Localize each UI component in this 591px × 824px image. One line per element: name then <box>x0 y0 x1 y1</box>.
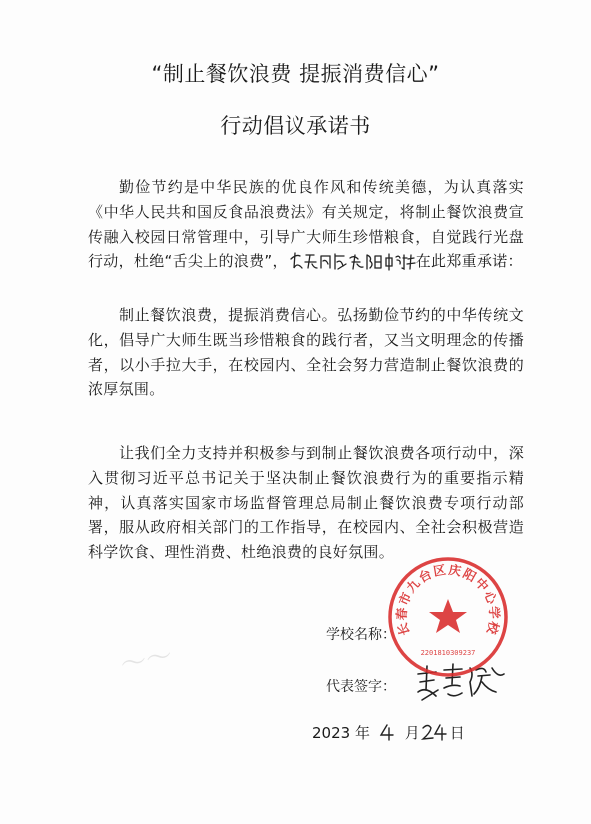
paragraph-3: 让我们全力支持并积极参与到制止餐饮浪费各项行动中，深入贯彻习近平总书记关于坚决制止餐饮浪费行为的重要指示精神，认真落实国家市场监督管理总局制止餐饮浪费专项行动部署，服从政府相关部门的工作指导，在校园内、全社会积极营造科学饮食、理性消费、杜绝浪费的良好氛围。 <box>88 444 524 562</box>
paragraph-1-text: 勤俭节约是中华民族的优良作风和传统美德，为认真落实《中华人民共和国反食品浪费法》有关规定，将制止餐饮浪费宣传融入校园日常管理中，引导广大师生珍惜粮食，自觉践行光盘行动，杜绝“舌尖上的浪费”， <box>88 178 524 271</box>
background-watermark: 〜〜 <box>117 640 176 682</box>
seal-star-icon <box>429 599 467 633</box>
official-school-seal <box>386 555 510 679</box>
school-name-label: 学校名称： <box>326 627 396 643</box>
title-line-2: 行动倡议承诺书 <box>220 114 371 138</box>
date-day-char: 日 <box>449 724 465 742</box>
paragraph-1-ending: 在此郑重承诺： <box>415 252 523 271</box>
paragraph-1 <box>88 175 524 274</box>
handwritten-month <box>375 723 405 741</box>
handwritten-school-name-signature <box>288 250 416 272</box>
date-line <box>312 722 465 743</box>
seal-text: 长春市九台区庆阳中心学校 <box>393 561 503 638</box>
handwritten-day <box>420 723 450 741</box>
title-line-1: “制止餐饮浪费 提振消费信心” <box>151 62 440 86</box>
seal-number: 2201810309237 <box>420 649 476 657</box>
date-year: 2023 年 <box>312 724 370 742</box>
date-month-char: 月 <box>404 724 420 742</box>
paragraph-2: 制止餐饮浪费，提振消费信心。弘扬勤俭节约的中华传统文化，倡导广大师生既当珍惜粮食的践行者，又当文明理念的传播者，以小手拉大手，在校园内、全社会努力营造制止餐饮浪费的浓厚氛围。 <box>88 306 524 399</box>
representative-signature-label: 代表签字： <box>326 679 396 695</box>
